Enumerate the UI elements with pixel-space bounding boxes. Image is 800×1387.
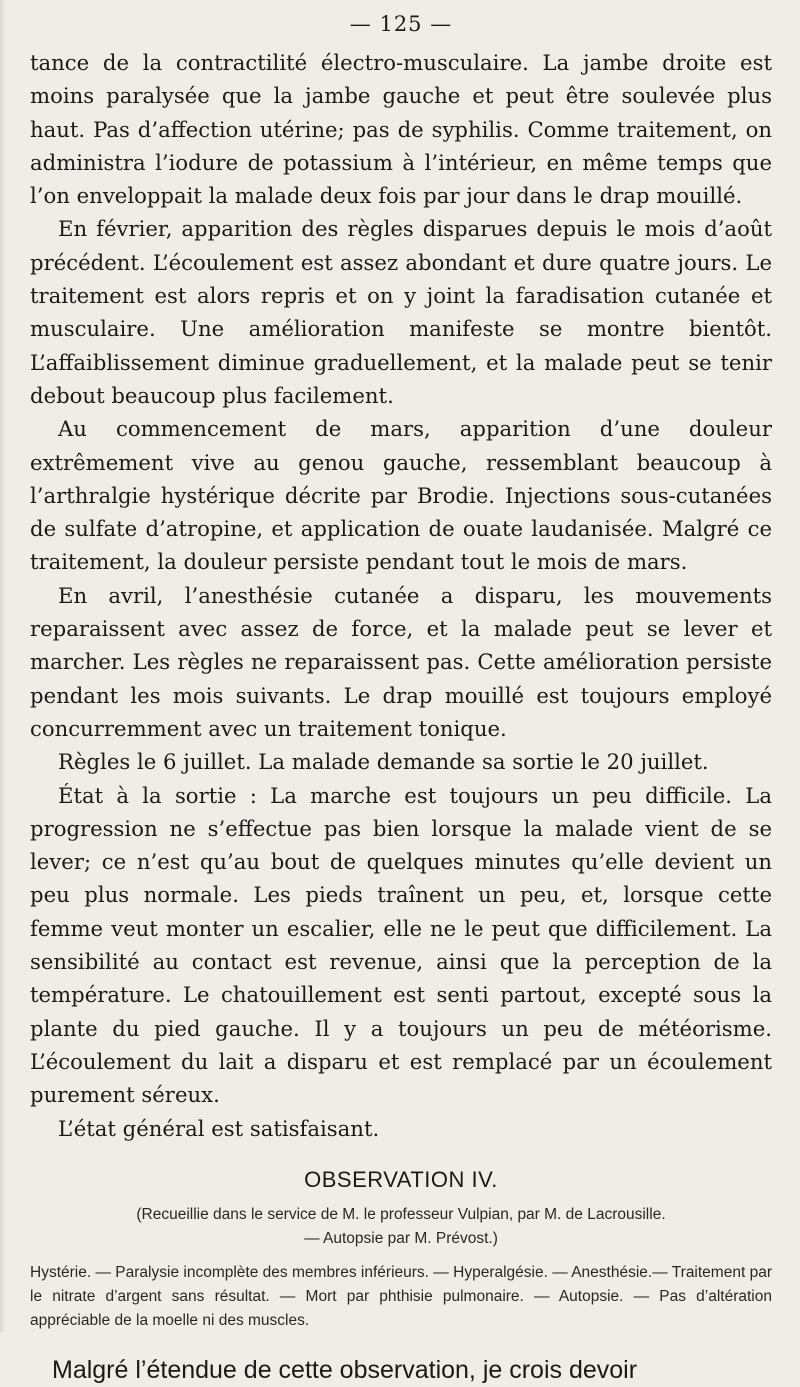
page-edge-shadow [0,0,6,1332]
observation-title: OBSERVATION IV. [304,1166,498,1192]
paragraph: État à la sortie : La marche est toujours un peu difficile. La progression ne s’effectue pas bien lorsque la malade vient de se lever; ce n’est qu’au bout de quelques minutes qu’elle devient un peu plus normale. Les pieds traînent un peu, et, lorsque cette femme veut monter un escalier, elle ne le peut que difficilement. La sensibilité au contact est revenue, ainsi que la perception de la température. Le chatouillement est senti partout, excepté sous la plante du pied gauche. Il y a toujours un peu de météorisme. L’écoulement du lait a disparu et est remplacé par un écoulement purement séreux. [30,782,772,1108]
closing-line: Malgré l’étendue de cette observation, je crois devoir [52,1355,638,1384]
observation-summary: Hystérie. — Paralysie incomplète des membres inférieurs. — Hyperalgésie. — Anesthésie.— Traitement par le nitrate d’argent sans résultat. — Mort par phthisie pulmonaire. — Autopsie. — Pas d’altération appréciable de la moelle ni des muscles. [30,1263,772,1329]
paragraph: Règles le 6 juillet. La malade demande sa sortie le 20 juillet. [58,749,709,775]
body-text [30,46,772,1145]
observation-source-line: — Autopsie par M. Prévost.) [304,1229,498,1247]
paragraph: Au commencement de mars, apparition d’une douleur extrêmement vive au genou gauche, ressemblant beaucoup à l’arthralgie hystérique décrite par Brodie. Injections sous-cutanées de sulfate d’atropine, et application de ouate laudanisée. Malgré ce traitement, la douleur persiste pendant tout le mois de mars. [30,416,772,575]
paragraph: En février, apparition des règles disparues depuis le mois d’août précédent. L’écoulement est assez abondant et dure quatre jours. Le traitement est alors repris et on y joint la faradisation cutanée et musculaire. Une amélioration manifeste se montre bientôt. L’affaiblissement diminue graduellement, et la malade peut se tenir debout beaucoup plus facilement. [30,216,772,408]
paragraph: tance de la contractilité électro-musculaire. La jambe droite est moins paralysée que la jambe gauche et peut être soulevée plus haut. Pas d’affection utérine; pas de syphilis. Comme traitement, on administra l’iodure de potassium à l’intérieur, en même temps que l’on enveloppait la malade deux fois par jour dans le drap mouillé. [30,50,772,209]
paragraph: L’état général est satisfaisant. [58,1115,380,1141]
paragraph: En avril, l’anesthésie cutanée a disparu, les mouvements reparaissent avec assez de force, et la malade peut se lever et marcher. Les règles ne reparaissent pas. Cette amélioration persiste pendant les mois suivants. Le drap mouillé est toujours employé concurremment avec un traitement tonique. [30,582,772,741]
observation-source-line: (Recueillie dans le service de M. le professeur Vulpian, par M. de Lacrousille. [136,1205,666,1223]
observation-source [30,1203,772,1251]
page-number: — 125 — [349,12,453,36]
